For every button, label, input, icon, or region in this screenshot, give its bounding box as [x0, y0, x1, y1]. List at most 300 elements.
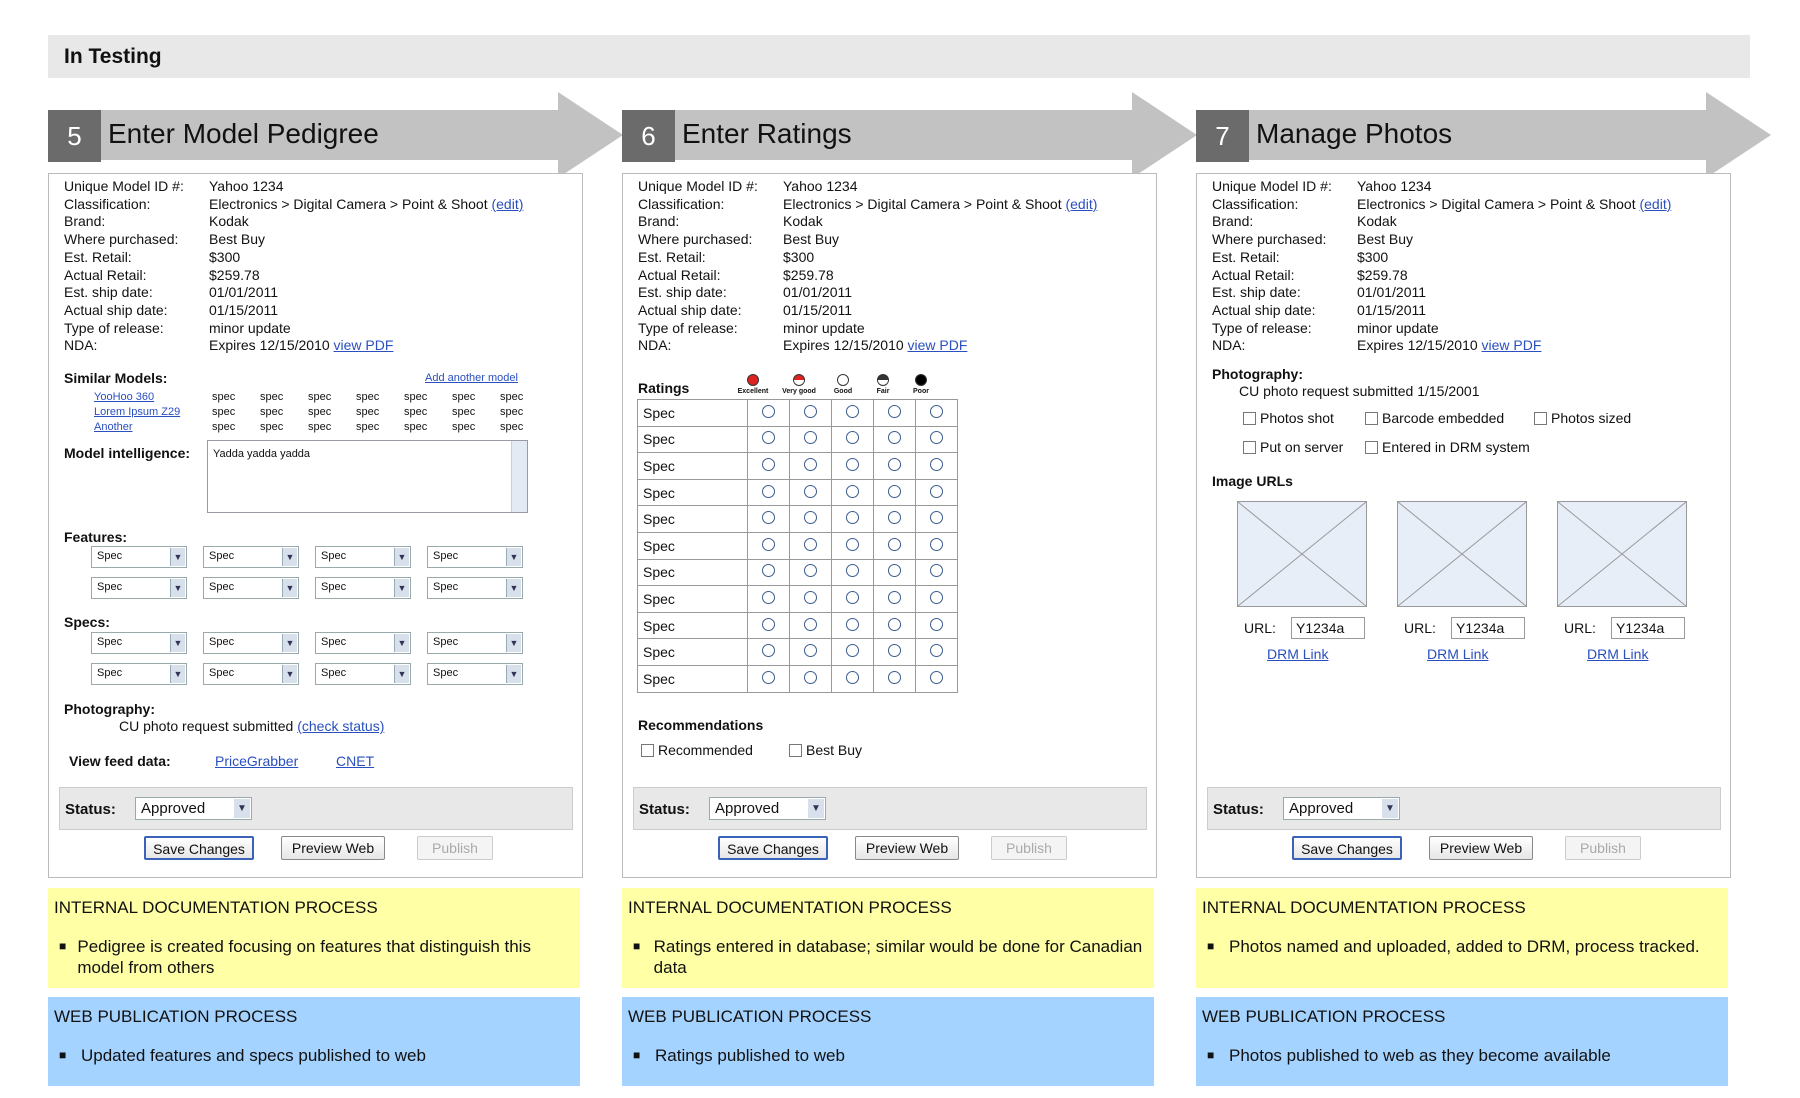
info-brand: Kodak [783, 213, 823, 230]
spec-select[interactable] [91, 546, 187, 568]
web-bullet [1202, 1045, 1722, 1066]
info-value [209, 337, 393, 355]
info-row [1212, 302, 1671, 320]
rating-radio[interactable] [846, 671, 859, 684]
photo-status-checkbox[interactable] [1243, 410, 1334, 426]
rating-row [638, 532, 958, 559]
rating-radio[interactable] [804, 458, 817, 471]
rating-radio[interactable] [846, 564, 859, 577]
rating-radio[interactable] [762, 671, 775, 684]
chevron-down-icon: ▼ [234, 799, 250, 818]
rating-radio[interactable] [846, 618, 859, 631]
info-value [783, 196, 1097, 214]
info-row [638, 231, 1097, 249]
photo-status-checkbox[interactable] [1243, 439, 1343, 455]
info-actual_retail: $259.78 [783, 266, 834, 283]
spec-select[interactable] [315, 632, 411, 654]
info-label: Type of release: [638, 319, 738, 336]
rating-radio[interactable] [930, 644, 943, 657]
rating-radio[interactable] [846, 485, 859, 498]
info-est_retail: $300 [783, 248, 815, 265]
web-bullet [628, 1045, 1148, 1066]
spec-cell: spec [500, 391, 524, 403]
rating-radio[interactable] [930, 458, 943, 471]
info-value [209, 302, 278, 320]
spec-select-value: Spec [433, 667, 459, 679]
rating-cell [916, 479, 958, 506]
web-text: Updated features and specs published to web [81, 1046, 426, 1065]
url-input[interactable] [1291, 617, 1365, 639]
similar-model-link[interactable]: Another [94, 421, 133, 433]
web-bullet [54, 1045, 574, 1066]
rating-radio[interactable] [888, 671, 901, 684]
internal-process-box [622, 888, 1154, 988]
info-row [64, 337, 523, 355]
photo-status-checkbox[interactable] [1534, 410, 1631, 426]
rating-radio[interactable] [762, 458, 775, 471]
rating-cell [790, 586, 832, 613]
rating-cell [916, 453, 958, 480]
chevron-down-icon: ▼ [394, 548, 409, 566]
recommendation-label: Recommended [658, 742, 753, 758]
info-brand: Kodak [209, 213, 249, 230]
info-est_ship: 01/01/2011 [1357, 284, 1427, 301]
info-row [64, 320, 523, 338]
stage-header: In Testing [48, 35, 1750, 78]
status-select[interactable] [1283, 797, 1400, 820]
rating-radio[interactable] [888, 431, 901, 444]
spec-select-value: Spec [321, 636, 347, 648]
similar-model-link[interactable]: YooHoo 360 [94, 391, 155, 403]
rating-radio[interactable] [804, 671, 817, 684]
info-label: Actual ship date: [1212, 301, 1316, 318]
spec-cell: spec [212, 391, 236, 403]
spec-cell: spec [500, 406, 524, 418]
save-button[interactable]: Save Changes [144, 836, 254, 860]
url-value: Y1234a [1616, 620, 1665, 636]
info-row [64, 267, 523, 285]
spec-select-value: Spec [321, 667, 347, 679]
rating-radio[interactable] [930, 564, 943, 577]
save-button[interactable]: Save Changes [718, 836, 828, 860]
rating-radio[interactable] [846, 511, 859, 524]
rating-cell [748, 639, 790, 666]
spec-select[interactable] [203, 663, 299, 685]
rating-radio[interactable] [930, 591, 943, 604]
info-row [1212, 337, 1671, 355]
spec-select[interactable] [427, 632, 523, 654]
image-urls-label: Image URLs [1212, 473, 1293, 489]
internal-process-box [1196, 888, 1728, 988]
rating-radio[interactable] [888, 458, 901, 471]
chevron-down-icon: ▼ [1382, 799, 1398, 818]
info-where: Best Buy [1357, 231, 1414, 248]
spec-cell: spec [404, 391, 428, 403]
preview-web-button[interactable]: Preview Web [1429, 836, 1533, 860]
rating-cell [832, 586, 874, 613]
info-row [638, 284, 1097, 302]
view-pdf-link[interactable]: view PDF [1481, 337, 1542, 354]
checkbox[interactable] [641, 744, 654, 757]
rating-radio[interactable] [762, 644, 775, 657]
publish-button[interactable]: Publish [991, 836, 1067, 860]
image-placeholder-icon [1558, 502, 1686, 606]
checkbox-label: Barcode embedded [1382, 410, 1505, 426]
info-label: Est. ship date: [1212, 284, 1301, 301]
rating-row [638, 479, 958, 506]
spec-cell: spec [212, 421, 236, 433]
ratings-label: Ratings [638, 380, 690, 396]
rating-radio[interactable] [762, 564, 775, 577]
rating-cell [832, 639, 874, 666]
checkbox[interactable] [1534, 412, 1547, 425]
chevron-down-icon: ▼ [394, 579, 409, 597]
info-row [1212, 267, 1671, 285]
rating-cell [832, 532, 874, 559]
chevron-down-icon: ▼ [282, 579, 297, 597]
checkbox[interactable] [1243, 441, 1256, 454]
info-label: Actual Retail: [1212, 266, 1295, 283]
info-value [783, 337, 967, 355]
photo-status-checkbox[interactable] [1365, 439, 1530, 455]
info-actual_ship: 01/15/2011 [209, 301, 279, 318]
checkbox[interactable] [789, 744, 802, 757]
spec-select[interactable] [427, 577, 523, 599]
info-label: NDA: [638, 337, 672, 354]
pricegrabber-link[interactable]: PriceGrabber [215, 753, 299, 769]
info-value [783, 267, 834, 285]
edit-link[interactable]: (edit) [1639, 195, 1672, 212]
rating-radio[interactable] [762, 618, 775, 631]
rating-radio[interactable] [804, 538, 817, 551]
save-button[interactable]: Save Changes [1292, 836, 1402, 860]
publish-button[interactable]: Publish [1565, 836, 1641, 860]
spec-select[interactable] [203, 577, 299, 599]
rating-cell [916, 426, 958, 453]
rating-radio[interactable] [846, 591, 859, 604]
view-pdf-link[interactable]: view PDF [333, 337, 394, 354]
info-label: NDA: [64, 337, 98, 354]
info-value [783, 231, 839, 249]
step-title: Enter Ratings [682, 118, 852, 149]
status-value: Approved [141, 800, 206, 817]
chevron-down-icon: ▼ [282, 665, 297, 683]
spec-cell: spec [452, 421, 476, 433]
check-status-link[interactable]: (check status) [297, 718, 385, 734]
info-value [209, 284, 278, 302]
add-model-link[interactable]: Add another model [425, 372, 518, 384]
rating-radio[interactable] [804, 431, 817, 444]
url-value: Y1234a [1296, 620, 1345, 636]
rating-cell [790, 479, 832, 506]
spec-select[interactable] [91, 577, 187, 599]
info-label: Actual Retail: [64, 266, 147, 283]
info-label: Unique Model ID #: [1212, 178, 1332, 194]
rating-radio[interactable] [804, 405, 817, 418]
info-value [783, 302, 852, 320]
spec-cell: spec [356, 421, 380, 433]
rating-radio[interactable] [930, 538, 943, 551]
info-row [64, 178, 523, 196]
checkbox[interactable] [1243, 412, 1256, 425]
model-info [1212, 178, 1671, 355]
url-input[interactable] [1611, 617, 1685, 639]
status-bar [1207, 787, 1721, 830]
chevron-down-icon: ▼ [282, 634, 297, 652]
url-input[interactable] [1451, 617, 1525, 639]
rating-cell [916, 665, 958, 692]
preview-web-button[interactable]: Preview Web [281, 836, 385, 860]
rating-radio[interactable] [762, 485, 775, 498]
rating-radio[interactable] [846, 644, 859, 657]
rating-radio[interactable] [930, 405, 943, 418]
url-value: Y1234a [1456, 620, 1505, 636]
rating-radio[interactable] [888, 511, 901, 524]
info-nda: Expires 12/15/2010 [1357, 337, 1478, 354]
info-row [64, 213, 523, 231]
web-process-title: WEB PUBLICATION PROCESS [1202, 1007, 1446, 1026]
info-row [638, 249, 1097, 267]
step-title: Enter Model Pedigree [108, 118, 379, 149]
rating-row [638, 453, 958, 480]
rating-cell [916, 639, 958, 666]
rating-cell [748, 426, 790, 453]
spec-cell: spec [452, 406, 476, 418]
spec-select[interactable] [427, 546, 523, 568]
rating-radio[interactable] [804, 618, 817, 631]
rating-scale-label: Fair [876, 388, 890, 395]
info-label: Est. ship date: [64, 284, 153, 301]
rating-radio[interactable] [804, 591, 817, 604]
spec-select[interactable] [203, 632, 299, 654]
info-est_retail: $300 [1357, 248, 1389, 265]
rating-row [638, 400, 958, 427]
intelligence-text: Yadda yadda yadda [213, 448, 311, 460]
specs-label: Specs: [64, 614, 110, 630]
rating-row-label: Spec [638, 400, 748, 427]
edit-link[interactable]: (edit) [491, 195, 524, 212]
rating-radio[interactable] [888, 591, 901, 604]
checkbox[interactable] [1365, 412, 1378, 425]
spec-select-value: Spec [97, 550, 123, 562]
rating-radio[interactable] [762, 591, 775, 604]
rating-cell [874, 479, 916, 506]
web-process-title: WEB PUBLICATION PROCESS [54, 1007, 298, 1026]
rating-cell [874, 559, 916, 586]
info-est_ship: 01/01/2011 [783, 284, 853, 301]
rating-radio[interactable] [762, 405, 775, 418]
spec-select-value: Spec [97, 667, 123, 679]
chevron-down-icon: ▼ [170, 634, 185, 652]
info-classification: Electronics > Digital Camera > Point & Shoot [209, 195, 488, 212]
info-value [783, 249, 814, 267]
web-process-box [622, 997, 1154, 1086]
textarea-scrollbar[interactable] [511, 441, 527, 512]
internal-process-title: INTERNAL DOCUMENTATION PROCESS [1202, 898, 1526, 917]
cnet-link[interactable]: CNET [336, 753, 375, 769]
rating-radio[interactable] [762, 511, 775, 524]
info-label: Type of release: [64, 319, 164, 336]
checkbox[interactable] [1365, 441, 1378, 454]
step-arrow [48, 92, 623, 178]
photo-status-checkbox[interactable] [1365, 410, 1504, 426]
rating-radio[interactable] [846, 538, 859, 551]
rating-radio[interactable] [888, 644, 901, 657]
bullet-icon: ■ [633, 1048, 641, 1062]
rating-cell [916, 559, 958, 586]
spec-cell: spec [404, 421, 428, 433]
spec-select[interactable] [91, 632, 187, 654]
rating-cell [916, 400, 958, 427]
info-nda: Expires 12/15/2010 [783, 337, 904, 354]
rating-cell [790, 559, 832, 586]
info-value [1357, 284, 1426, 302]
rating-cell [748, 665, 790, 692]
rating-radio[interactable] [762, 538, 775, 551]
spec-cell: spec [308, 391, 332, 403]
checkbox-label: Photos shot [1260, 410, 1334, 426]
publish-button[interactable]: Publish [417, 836, 493, 860]
info-release: minor update [783, 319, 865, 336]
recommendation-option[interactable] [789, 742, 862, 758]
rating-radio[interactable] [762, 431, 775, 444]
photo-request-text: CU photo request submitted 1/15/2001 [1239, 383, 1480, 399]
rating-radio[interactable] [888, 405, 901, 418]
view-feed-label: View feed data: [69, 753, 171, 769]
spec-select[interactable] [315, 577, 411, 599]
info-value [209, 196, 523, 214]
similar-model-link[interactable]: Lorem Ipsum Z29 [94, 406, 181, 418]
info-value [1357, 320, 1439, 338]
info-id: Yahoo 1234 [783, 178, 858, 194]
info-est_retail: $300 [209, 248, 241, 265]
rating-cell [874, 665, 916, 692]
spec-select-value: Spec [209, 550, 235, 562]
status-select[interactable] [135, 797, 252, 820]
info-brand: Kodak [1357, 213, 1397, 230]
info-value [1357, 231, 1413, 249]
column-step6 [622, 92, 1197, 1065]
recommendation-option[interactable] [641, 742, 753, 758]
photo-request [119, 718, 384, 734]
rating-radio[interactable] [804, 485, 817, 498]
rating-row-label: Spec [638, 453, 748, 480]
preview-web-button[interactable]: Preview Web [855, 836, 959, 860]
spec-cell: spec [500, 421, 524, 433]
rating-cell [874, 639, 916, 666]
spec-cell: spec [212, 406, 236, 418]
chevron-down-icon: ▼ [506, 634, 521, 652]
spec-select[interactable] [427, 663, 523, 685]
info-value [1357, 337, 1541, 355]
info-release: minor update [1357, 319, 1439, 336]
internal-text: Ratings entered in database; similar would be done for Canadian data [653, 937, 1143, 977]
spec-select[interactable] [315, 663, 411, 685]
info-label: NDA: [1212, 337, 1246, 354]
rating-scale-icon [747, 374, 759, 386]
spec-select-value: Spec [97, 581, 123, 593]
rating-row [638, 426, 958, 453]
web-process-box [48, 997, 580, 1086]
rating-radio[interactable] [804, 564, 817, 577]
step-panel [48, 173, 583, 878]
rating-cell [874, 453, 916, 480]
rating-radio[interactable] [804, 511, 817, 524]
ratings-table [637, 399, 958, 693]
info-value [783, 178, 857, 196]
info-row [638, 320, 1097, 338]
rating-cell [874, 586, 916, 613]
spec-select[interactable] [91, 663, 187, 685]
info-label: Actual Retail: [638, 266, 721, 283]
drm-link[interactable]: DRM Link [1267, 646, 1329, 662]
spec-cell: spec [404, 406, 428, 418]
rating-radio[interactable] [930, 618, 943, 631]
checkbox-label: Put on server [1260, 439, 1344, 455]
url-label: URL: [1404, 620, 1436, 636]
info-label: Classification: [1212, 195, 1299, 212]
info-label: Where purchased: [638, 231, 753, 248]
info-row [1212, 320, 1671, 338]
rating-scale-icon [793, 374, 805, 386]
rating-radio[interactable] [846, 458, 859, 471]
drm-link[interactable]: DRM Link [1587, 646, 1649, 662]
model-intelligence-textarea[interactable] [207, 440, 528, 513]
rating-radio[interactable] [846, 431, 859, 444]
rating-cell [832, 400, 874, 427]
rating-cell [748, 559, 790, 586]
rating-radio[interactable] [888, 485, 901, 498]
rating-scale-label: Very good [782, 388, 816, 395]
rating-radio[interactable] [888, 564, 901, 577]
info-label: Brand: [1212, 213, 1254, 230]
rating-radio[interactable] [930, 485, 943, 498]
info-release: minor update [209, 319, 291, 336]
info-value [1357, 196, 1671, 214]
info-row [1212, 284, 1671, 302]
rating-cell [832, 426, 874, 453]
rating-radio[interactable] [888, 538, 901, 551]
rating-cell [790, 426, 832, 453]
rating-radio[interactable] [804, 644, 817, 657]
rating-radio[interactable] [930, 431, 943, 444]
info-row [1212, 213, 1671, 231]
status-bar [633, 787, 1147, 830]
rating-cell [832, 559, 874, 586]
edit-link[interactable]: (edit) [1065, 195, 1098, 212]
info-row [64, 249, 523, 267]
spec-select[interactable] [203, 546, 299, 568]
drm-link[interactable]: DRM Link [1427, 646, 1489, 662]
url-label: URL: [1564, 620, 1596, 636]
rating-radio[interactable] [930, 511, 943, 524]
status-select[interactable] [709, 797, 826, 820]
rating-radio[interactable] [930, 671, 943, 684]
view-pdf-link[interactable]: view PDF [907, 337, 968, 354]
image-placeholder [1557, 501, 1687, 607]
info-row [1212, 231, 1671, 249]
bullet-icon: ■ [59, 939, 67, 953]
rating-radio[interactable] [888, 618, 901, 631]
spec-select-value: Spec [321, 550, 347, 562]
info-value [783, 320, 865, 338]
rating-radio[interactable] [846, 405, 859, 418]
model-info [638, 178, 1097, 355]
rating-scale-label: Excellent [737, 388, 769, 395]
info-label: Actual ship date: [638, 301, 742, 318]
recommendation-label: Best Buy [806, 742, 863, 758]
spec-select[interactable] [315, 546, 411, 568]
